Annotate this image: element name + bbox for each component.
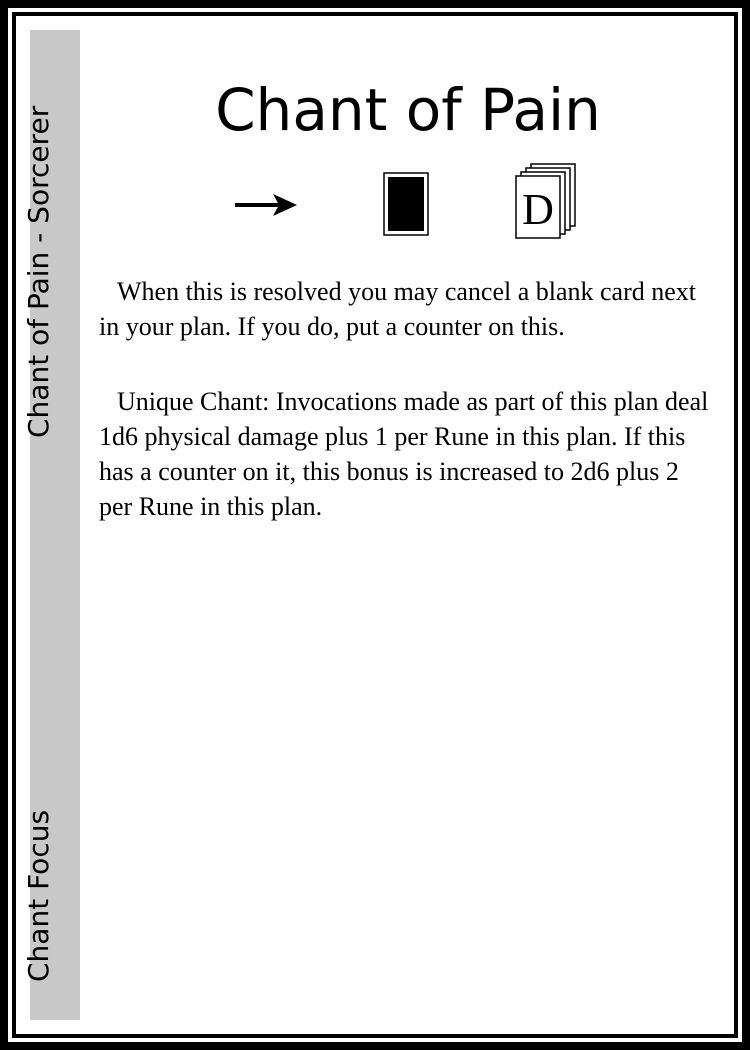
deck-icon: [513, 162, 579, 244]
rules-paragraph-resolve: When this is resolved you may cancel a blank card next in your plan. If you do, put a counter on this.: [99, 277, 697, 341]
deck-letter: D: [522, 185, 554, 234]
blank-card-icon: [383, 172, 429, 236]
rules-text: [99, 274, 709, 564]
side-label-card-type: Chant Focus: [22, 809, 55, 982]
side-label-card-class: Chant of Pain - Sorcerer: [22, 105, 55, 438]
card-title: Chant of Pain: [215, 76, 601, 144]
arrow-right-icon: [233, 190, 299, 220]
rules-paragraph-unique-chant: Unique Chant: Invocations made as part of this plan deal 1d6 physical damage plus 1 per Rune in this plan. If this has a counter on it, this bonus is increased to 2d6 plus 2 per Rune in this plan.: [99, 387, 709, 521]
